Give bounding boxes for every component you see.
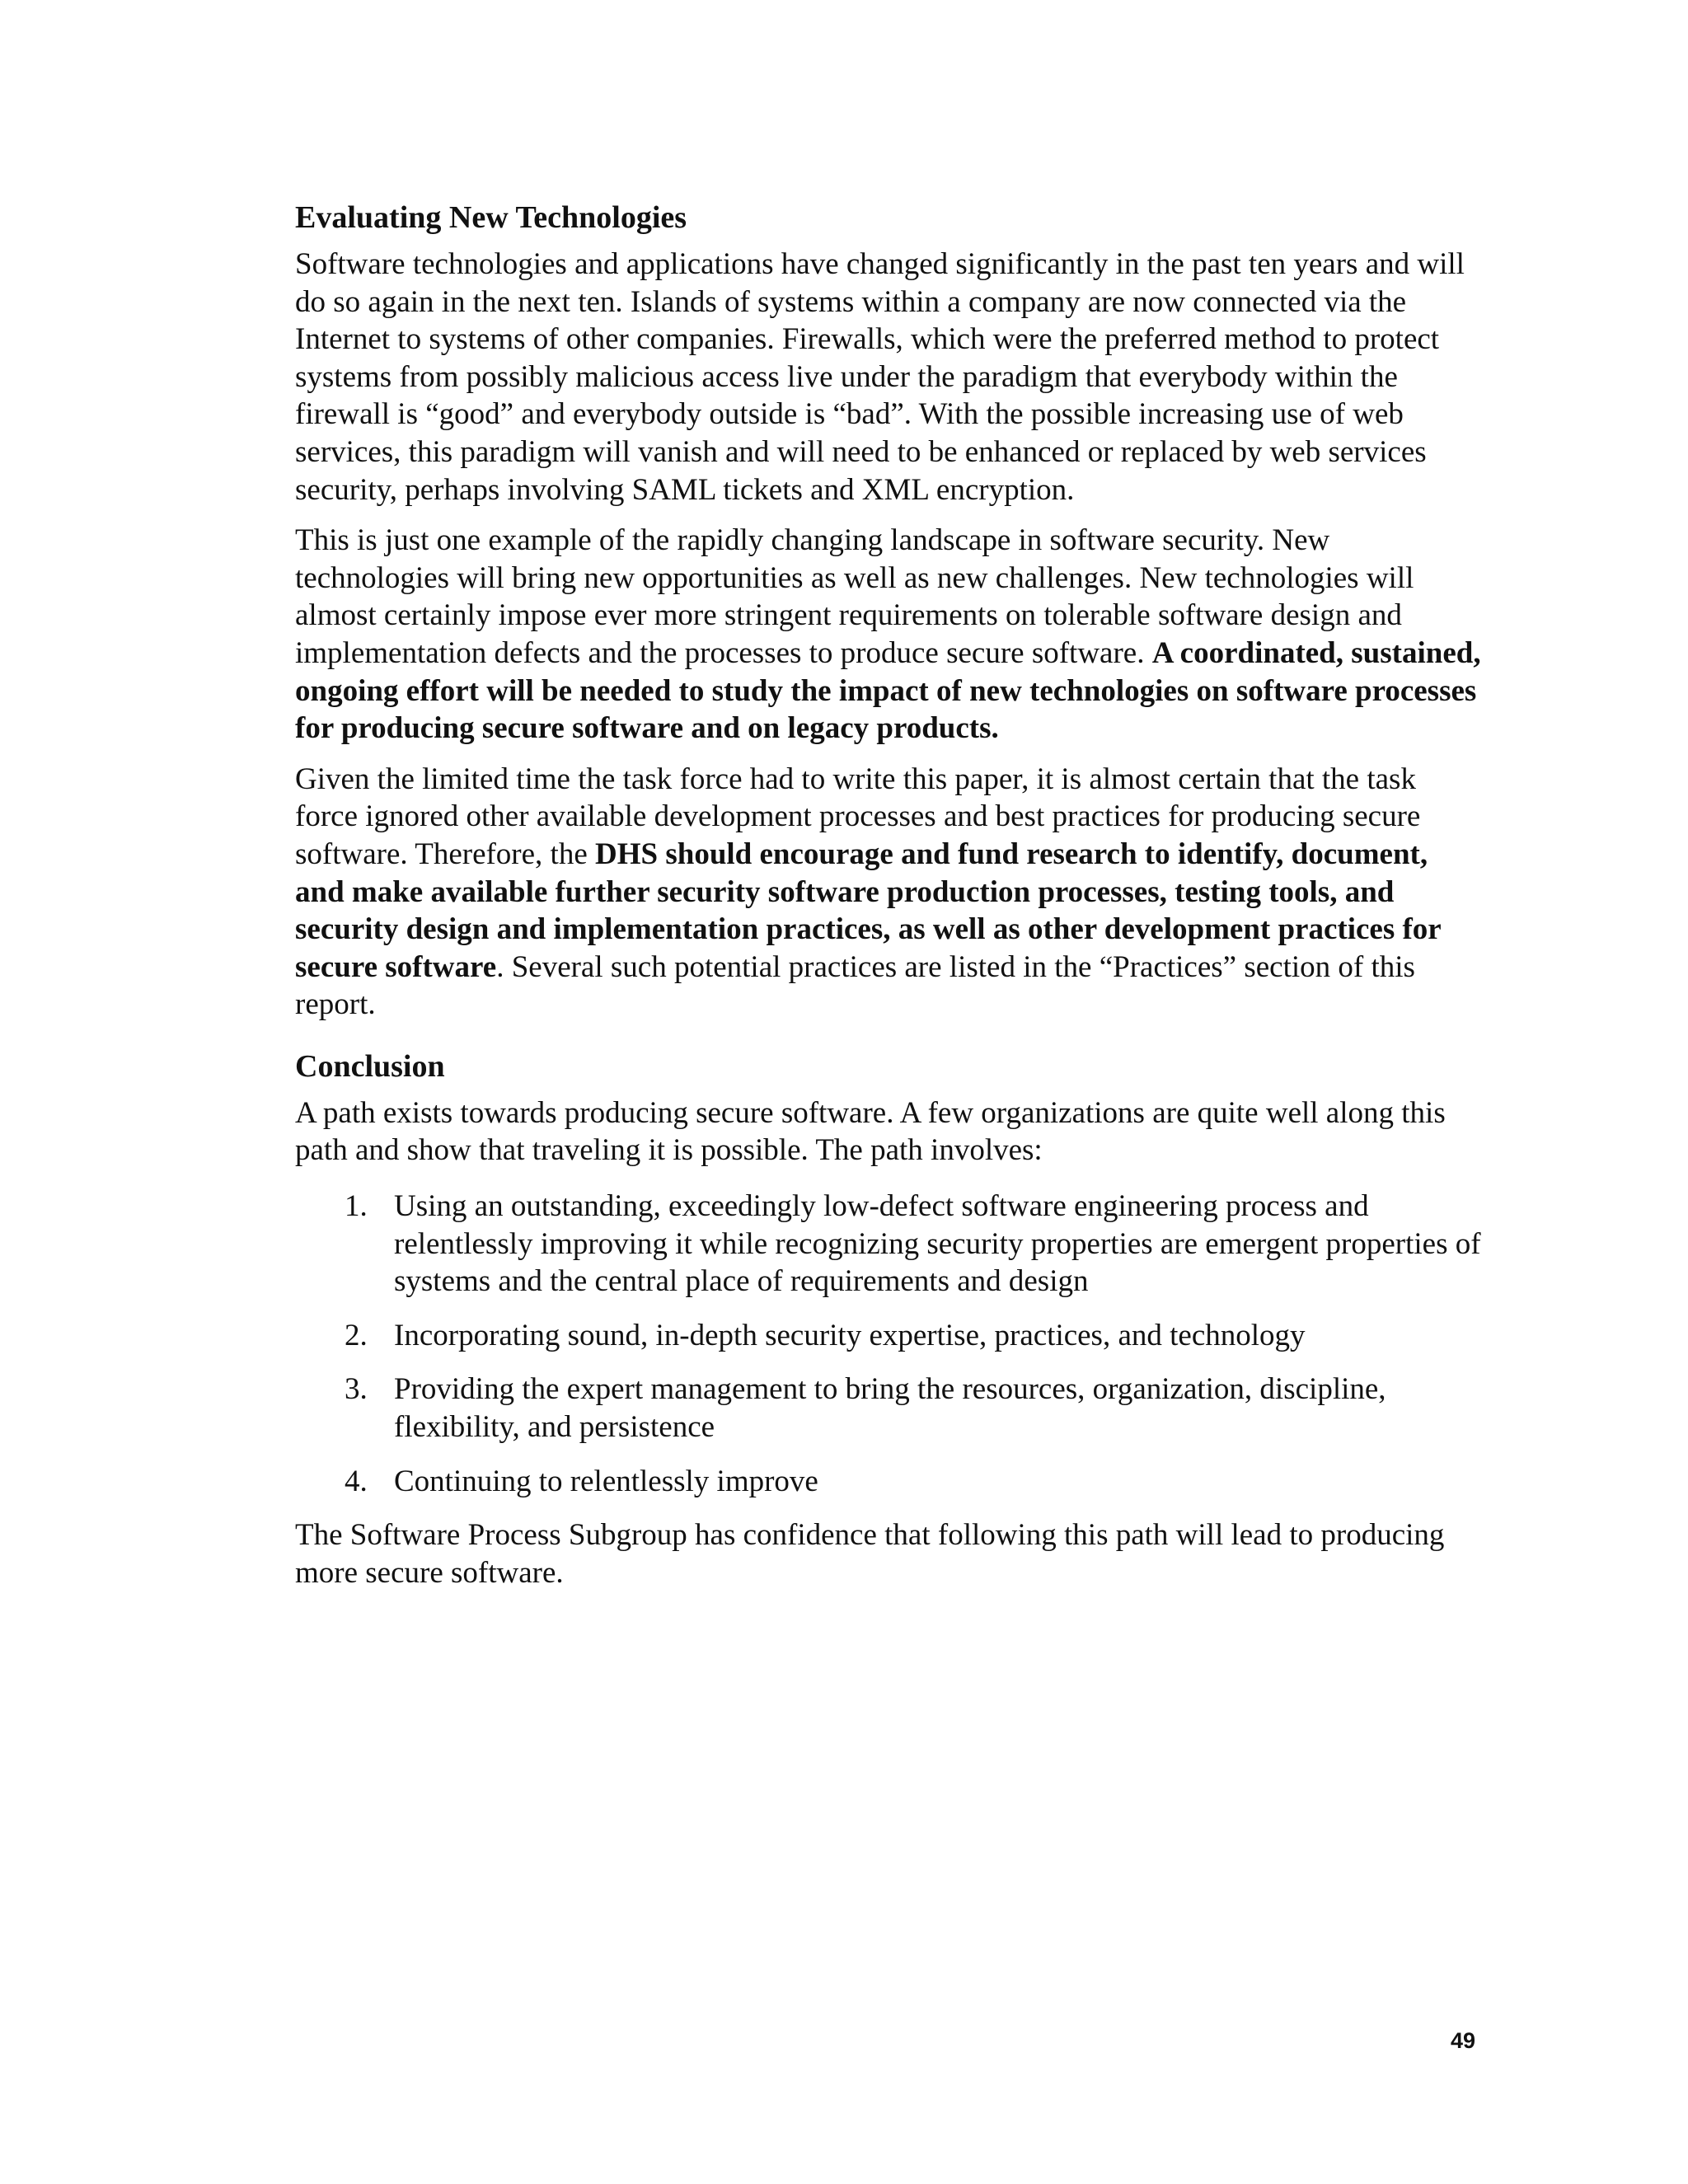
numbered-list [295,1188,1482,1500]
paragraph-changing-landscape [295,522,1482,748]
list-item [345,1463,1482,1501]
page-number: 49 [1450,2028,1475,2053]
section-heading-conclusion: Conclusion [295,1048,445,1084]
list-item-text: Providing the expert management to bring the resources, organization, discipline, flexibility, and persistence [394,1372,1386,1445]
list-item-text: Continuing to relentlessly improve [394,1464,818,1498]
page-content [295,198,1482,1605]
list-item-text: Using an outstanding, exceedingly low-defect software engineering process and relentlessly improving it while recognizing security properties are emergent properties of systems and the central place of requirements and design [394,1189,1481,1299]
list-item [345,1317,1482,1355]
paragraph-text: . Several such potential practices are listed in the “Practices” section of this report. [295,949,1415,1022]
paragraph-text: This is just one example of the rapidly changing landscape in software security. New technologies will bring new opportunities as well as new challenges. New technologies will almost certainly impose ever more stringent requirements on tolerable software design and implementation defects and the processes to produce secure software. [295,523,1414,670]
list-item-number: 1. [345,1189,368,1224]
list-item-text: Incorporating sound, in-depth security expertise, practices, and technology [394,1318,1306,1352]
list-item [345,1371,1482,1446]
list-item-number: 3. [345,1372,368,1407]
paragraph-emphasis: A coordinated, sustained, ongoing effort will be needed to study the impact of new technologies on software processes for producing secure software and on legacy products. [295,635,1481,746]
paragraph-technologies-changed [295,246,1482,509]
paragraph-limited-time [295,761,1482,1024]
paragraph-emphasis: DHS should encourage and fund research to identify, document, and make available further security software production processes, testing tools, and security design and implementation practices, as well as other development practices for secure software [295,837,1442,984]
section-heading-evaluating: Evaluating New Technologies [295,200,687,235]
paragraph-conclusion-intro: A path exists towards producing secure software. A few organizations are quite well along this path and show that traveling it is possible. The path involves: [295,1095,1446,1168]
paragraph-closing: The Software Process Subgroup has confidence that following this path will lead to producing more secure software. [295,1518,1445,1590]
paragraph-text: Software technologies and applications have changed significantly in the past ten years and will do so again in the next ten. Islands of systems within a company are now connected via the Internet to systems of other companies. Firewalls, which were the preferred method to protect systems from possibly malicious access live under the paradigm that everybody within the firewall is “good” and everybody outside is “bad”. With the possible increasing use of web services, this paradigm will vanish and will need to be enhanced or replaced by web services security, perhaps involving SAML tickets and XML encryption. [295,247,1465,507]
list-item-number: 2. [345,1318,368,1352]
paragraph-text: Given the limited time the task force had to write this paper, it is almost certain that the task force ignored other available development processes and best practices for producing secure software. Therefore, the [295,762,1421,871]
list-item [345,1188,1482,1301]
list-item-number: 4. [345,1464,368,1498]
